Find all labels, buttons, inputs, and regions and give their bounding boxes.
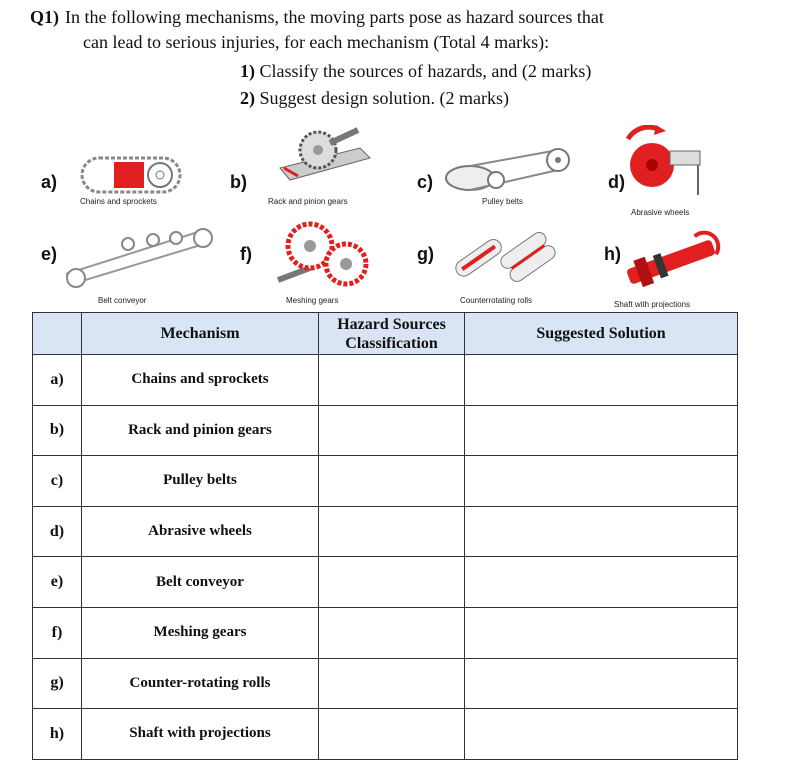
table-row	[33, 607, 738, 658]
table-row	[33, 405, 738, 456]
counterrotating-rolls-image	[448, 222, 558, 292]
hazard-table	[32, 312, 738, 760]
belt-conveyor-image	[58, 226, 218, 292]
figure-c-caption: Pulley belts	[482, 197, 523, 206]
row-mechanism: Chains and sprockets	[82, 355, 319, 406]
row-label: h)	[33, 709, 82, 760]
row-mechanism: Belt conveyor	[82, 557, 319, 608]
hazard-cell[interactable]	[319, 506, 465, 557]
hazard-cell[interactable]	[319, 709, 465, 760]
rack-pinion-image	[270, 118, 380, 198]
hazard-cell[interactable]	[319, 607, 465, 658]
row-mechanism: Counter-rotating rolls	[82, 658, 319, 709]
row-label: e)	[33, 557, 82, 608]
figure-e-letter: e)	[41, 244, 58, 264]
figure-b-caption: Rack and pinion gears	[268, 197, 348, 206]
solution-cell[interactable]	[465, 405, 738, 456]
solution-cell[interactable]	[465, 607, 738, 658]
row-mechanism: Meshing gears	[82, 607, 319, 658]
hazard-cell[interactable]	[319, 355, 465, 406]
figure-d-letter: d)	[608, 172, 625, 192]
pulley-belts-image	[440, 140, 580, 198]
solution-cell[interactable]	[465, 658, 738, 709]
row-mechanism: Rack and pinion gears	[82, 405, 319, 456]
figure-a-letter: a)	[41, 172, 58, 192]
table-row	[33, 658, 738, 709]
figure-h-caption: Shaft with projections	[614, 300, 691, 309]
row-label: b)	[33, 405, 82, 456]
row-mechanism: Pulley belts	[82, 456, 319, 507]
figure-b-letter: b)	[230, 172, 247, 192]
solution-cell[interactable]	[465, 355, 738, 406]
table-row	[33, 557, 738, 608]
figure-e-caption: Belt conveyor	[98, 296, 147, 305]
sub-question-1: 1) Classify the sources of hazards, and (2 marks)	[240, 61, 592, 81]
figure-g-letter: g)	[417, 244, 434, 264]
row-mechanism: Abrasive wheels	[82, 506, 319, 557]
row-label: c)	[33, 456, 82, 507]
row-label: g)	[33, 658, 82, 709]
solution-cell[interactable]	[465, 709, 738, 760]
figure-a-caption: Chains and sprockets	[80, 197, 157, 206]
table-row	[33, 355, 738, 406]
figure-f-caption: Meshing gears	[286, 296, 339, 305]
figure-f-letter: f)	[240, 244, 252, 264]
meshing-gears-image	[270, 218, 380, 294]
question-number: Q1)	[30, 7, 59, 27]
chains-sprockets-image	[78, 150, 188, 200]
header-mechanism: Mechanism	[82, 313, 319, 355]
hazard-cell[interactable]	[319, 557, 465, 608]
question-line-1: Q1) In the following mechanisms, the moving parts pose as hazard sources that	[30, 7, 604, 27]
figure-c-letter: c)	[417, 172, 434, 192]
row-label: d)	[33, 506, 82, 557]
solution-cell[interactable]	[465, 506, 738, 557]
solution-cell[interactable]	[465, 456, 738, 507]
hazard-cell[interactable]	[319, 456, 465, 507]
table-row	[33, 709, 738, 760]
abrasive-wheel-image	[620, 125, 710, 203]
hazard-cell[interactable]	[319, 658, 465, 709]
hazard-cell[interactable]	[319, 405, 465, 456]
header-label	[33, 313, 82, 355]
table-row	[33, 456, 738, 507]
table-header-row	[33, 313, 738, 355]
figure-d-caption: Abrasive wheels	[631, 208, 690, 217]
table-row	[33, 506, 738, 557]
solution-cell[interactable]	[465, 557, 738, 608]
header-suggested-solution: Suggested Solution	[465, 313, 738, 355]
figure-h-letter: h)	[604, 244, 621, 264]
shaft-projections-image	[616, 222, 726, 294]
row-label: a)	[33, 355, 82, 406]
sub-question-2: 2) Suggest design solution. (2 marks)	[240, 88, 509, 108]
row-mechanism: Shaft with projections	[82, 709, 319, 760]
row-label: f)	[33, 607, 82, 658]
header-hazard-classification: Hazard Sources Classification	[319, 313, 465, 355]
question-line-2: can lead to serious injuries, for each mechanism (Total 4 marks):	[83, 32, 550, 52]
figure-g-caption: Counterrotating rolls	[460, 296, 533, 305]
